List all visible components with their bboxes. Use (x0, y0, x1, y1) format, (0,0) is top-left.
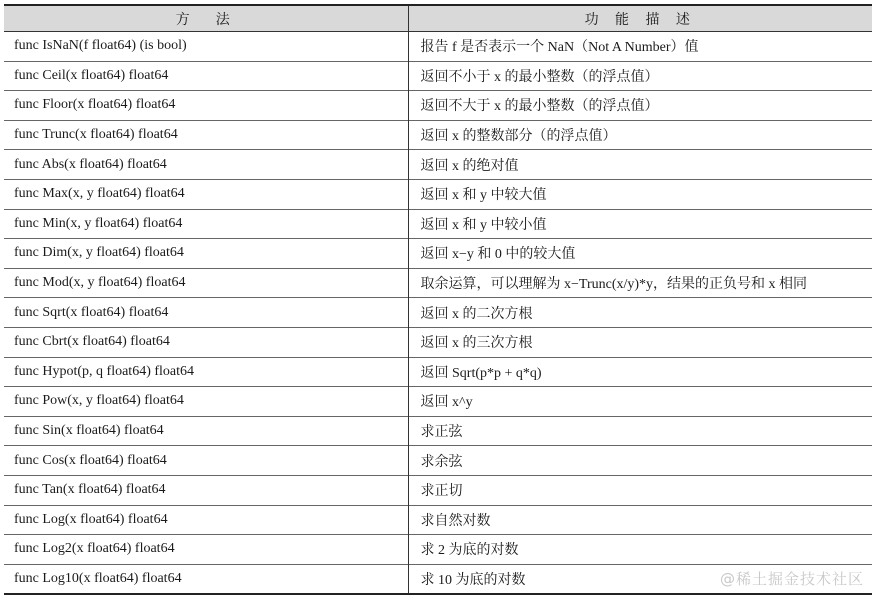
method-cell: func Floor(x float64) float64 (4, 91, 408, 121)
description-cell: 返回 Sqrt(p*p + q*q) (408, 357, 872, 387)
table-row (4, 535, 872, 565)
table-row (4, 446, 872, 476)
description-cell: 求正弦 (408, 416, 872, 446)
table-row (4, 239, 872, 269)
table-row (4, 416, 872, 446)
method-cell: func Sqrt(x float64) float64 (4, 298, 408, 328)
table-row (4, 120, 872, 150)
table-row (4, 357, 872, 387)
description-cell: 取余运算，可以理解为 x−Trunc(x/y)*y，结果的正负号和 x 相同 (408, 268, 872, 298)
math-functions-table-container (4, 4, 872, 595)
description-cell: 求 10 为底的对数 (408, 564, 872, 594)
table-row (4, 91, 872, 121)
table-header-row (4, 5, 872, 32)
table-row (4, 387, 872, 417)
method-cell: func Ceil(x float64) float64 (4, 61, 408, 91)
table-row (4, 179, 872, 209)
description-cell: 返回 x 的整数部分（的浮点值） (408, 120, 872, 150)
method-cell: func Hypot(p, q float64) float64 (4, 357, 408, 387)
method-cell: func Abs(x float64) float64 (4, 150, 408, 180)
description-cell: 求正切 (408, 475, 872, 505)
method-cell: func Min(x, y float64) float64 (4, 209, 408, 239)
table-row (4, 268, 872, 298)
description-cell: 返回 x 和 y 中较大值 (408, 179, 872, 209)
method-cell: func Cbrt(x float64) float64 (4, 327, 408, 357)
description-cell: 求余弦 (408, 446, 872, 476)
table-row (4, 475, 872, 505)
watermark-text: @稀土掘金技术社区 (719, 570, 864, 588)
header-description: 功 能 描 述 (408, 5, 872, 32)
description-cell: 返回 x 的绝对值 (408, 150, 872, 180)
description-cell: 求 2 为底的对数 (408, 535, 872, 565)
method-cell: func Mod(x, y float64) float64 (4, 268, 408, 298)
description-cell: 返回不小于 x 的最小整数（的浮点值） (408, 61, 872, 91)
method-cell: func Trunc(x float64) float64 (4, 120, 408, 150)
table-row (4, 505, 872, 535)
method-cell: func Log10(x float64) float64 (4, 564, 408, 594)
method-cell: func Log(x float64) float64 (4, 505, 408, 535)
description-cell: 返回 x 的三次方根 (408, 327, 872, 357)
description-cell: 返回 x 和 y 中较小值 (408, 209, 872, 239)
table-row (4, 298, 872, 328)
table-row (4, 32, 872, 62)
math-functions-table (4, 4, 872, 595)
method-cell: func Dim(x, y float64) float64 (4, 239, 408, 269)
header-method: 方 法 (4, 5, 408, 32)
method-cell: func Tan(x float64) float64 (4, 475, 408, 505)
table-row (4, 209, 872, 239)
method-cell: func Log2(x float64) float64 (4, 535, 408, 565)
table-row (4, 61, 872, 91)
description-cell: 求自然对数 (408, 505, 872, 535)
method-cell: func IsNaN(f float64) (is bool) (4, 32, 408, 62)
method-cell: func Cos(x float64) float64 (4, 446, 408, 476)
method-cell: func Sin(x float64) float64 (4, 416, 408, 446)
description-cell: 返回 x 的二次方根 (408, 298, 872, 328)
table-row (4, 150, 872, 180)
description-cell: 返回 x−y 和 0 中的较大值 (408, 239, 872, 269)
description-cell: 返回 x^y (408, 387, 872, 417)
method-cell: func Max(x, y float64) float64 (4, 179, 408, 209)
table-row (4, 327, 872, 357)
description-cell: 报告 f 是否表示一个 NaN（Not A Number）值 (408, 32, 872, 62)
description-cell: 返回不大于 x 的最小整数（的浮点值） (408, 91, 872, 121)
method-cell: func Pow(x, y float64) float64 (4, 387, 408, 417)
